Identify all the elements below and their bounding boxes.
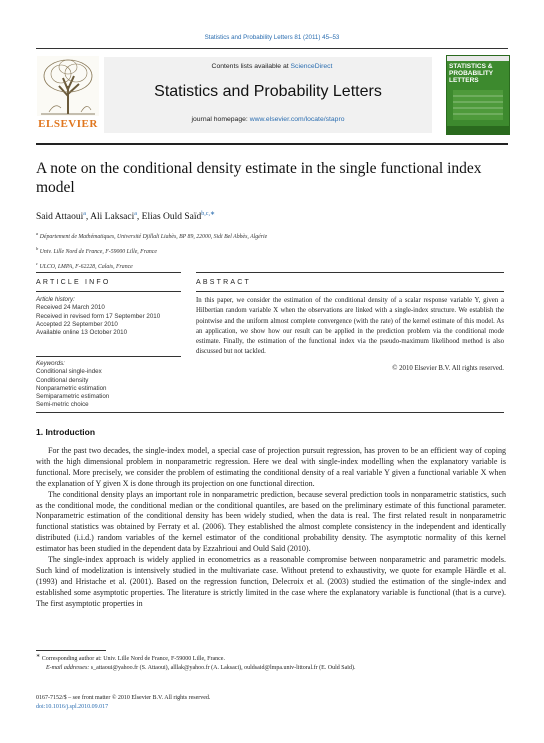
keywords-label: Keywords: [36,360,65,367]
affiliation-item [36,243,267,258]
bottom-metadata [36,694,336,711]
affiliation-text: Univ. Lille Nord de France, F-59000 Lille, France [39,248,157,255]
keywords-rule [36,356,181,357]
footnote-mark: ∗ [36,654,41,659]
introduction-body [36,446,506,610]
intro-paragraph: For the past two decades, the single-index model, a special case of projection pursuit regression, has proven to be an efficient way of coping with the high dimensional problem in nonparametric regression. Here we deal with single-index modelling when the explanatory variable is functional. More precisely, we consider the problem of estimating the conditional density of a real variable Y given a functional variable X when the explanation of Y given X is done through its projection on one functional direction. [36,446,506,488]
article-title: A note on the conditional density estimate in the single functional index model [36,160,482,196]
affiliation-list [36,228,267,273]
keyword-item: Nonparametric estimation [36,384,107,392]
article-info-top-rule [36,272,181,273]
author-affil-mark[interactable]: a [83,211,86,217]
journal-homepage [104,116,432,123]
homepage-prefix: journal homepage: [191,116,250,123]
affiliation-item [36,258,267,273]
email-label: E-mail addresses: [46,664,90,671]
journal-reference[interactable]: Statistics and Probability Letters 81 (2011) 45–53 [204,34,340,41]
abstract-top-rule [196,272,504,273]
abstract-copyright: © 2010 Elsevier B.V. All rights reserved. [392,365,504,372]
author-name: Said Attaoui [36,212,84,223]
cover-title: STATISTICS & PROBABILITY LETTERS [449,63,493,84]
keyword-item: Conditional density [36,376,89,384]
history-item: Received in revised form 17 September 2010 [36,312,161,320]
article-history [36,296,181,337]
top-divider [36,48,508,49]
affiliation-mark: a [36,231,39,236]
article-info-bottom-rule [36,291,181,292]
masthead-divider [36,143,508,145]
abstract-heading: ABSTRACT [196,279,251,286]
intro-paragraph: The conditional density plays an important role in nonparametric prediction, because several prediction tools in nonparametric statistics, such as the conditional mode, the conditional median or the conditional quantiles, are based on the preliminary estimate of this functional parameter. Nonparametric estimation of the conditional density has been widely studied, when the data is real. The first related result in nonparametric functional statistics was obtained by Ferraty et al. (2006). They established the almost complete consistency in the independent and identically distributed (i.i.d.) random variables of the kernel estimator of the conditional probability density. The asymptotic normality of this kernel estimator has been studied in the dependent data by Ezzahrioui and Ould Saïd (2010). [36,489,506,554]
affiliation-mark: c [36,260,38,266]
footnote-line [36,653,506,664]
history-item: Available online 13 October 2010 [36,329,128,337]
intro-paragraph: The single-index approach is widely applied in econometrics as a reasonable compromise between nonparametric and parametric models. Such kind of modelization is intensively studied in the multivariate case. Without pretend to exhaustivity, we quote for example Härdle et al. (1993) and Hristache et al. (2001). Based on the regression function, Delecroix et al. (2003) studied the estimation of the single-index and established some asymptotic properties. The literature is strictly limited in the case where the explanatory variable is functional (that is a curve). The first asymptotic properties in [36,555,506,608]
footnote-text: Corresponding author at: Univ. Lille Nord de France, F-59000 Lille, France. [41,656,225,662]
author-affil-mark[interactable]: a [134,211,137,217]
abstract-text: In this paper, we consider the estimation of the conditional density of a scalar response variable Y, given a Hilbertian random variable X when the observations are linked with a single-index structure. We establish the pointwise and the uniform almost complete convergence (with the rate) of the kernel estimate of this model. As an application, we show how our result can be applied in the prediction problem via the conditional mode estimate. Finally, the estimation of the functional index via the pseudo-maximum likelihood method is also discussed but not tackled. [196,297,504,356]
keyword-item: Semi-metric choice [36,401,89,409]
author-affil-mark[interactable]: b,c,∗ [201,211,215,217]
journal-title: Statistics and Probability Letters [154,83,382,100]
issn-line: 0167-7152/$ – see front matter © 2010 Elsevier B.V. All rights reserved. [36,695,211,701]
sciencedirect-link[interactable]: ScienceDirect [290,63,333,70]
affiliation-text: ULCO, LMPA, F-62228, Calais, France [39,263,133,270]
affiliation-item [36,228,267,243]
author-list: Said Attaoui$^a$, Ali Laksaci$^a$, Elias Ould Saïd$^{b,c,∗}$ [36,211,215,223]
doi-link[interactable]: doi:10.1016/j.spl.2010.09.017 [36,703,109,710]
email-addresses[interactable]: s_attaoui@yahoo.fr (S. Attaoui), alllak@yahoo.fr (A. Laksaci), ouldsaid@lmpa.univ-littoral.fr (E. Ould Saïd). [90,664,356,671]
author-name: Ali Laksaci [90,212,135,223]
contents-prefix: Contents lists available at [211,63,291,70]
affiliation-text: Département de Mathématiques, Université Djillali Liabès, BP 89, 22000, Sidi Bel Abbès, Algérie [39,233,268,240]
history-item: Received 24 March 2010 [36,304,105,312]
homepage-link[interactable]: www.elsevier.com/locate/stapro [249,116,345,123]
keywords [36,360,181,410]
history-item: Accepted 22 September 2010 [36,320,118,328]
corresponding-author-footnote [36,653,506,672]
affiliation-mark: b [36,245,39,251]
author-name: Elias Ould Saïd [141,212,202,223]
keyword-item: Semiparametric estimation [36,393,110,401]
keyword-item: Conditional single-index [36,368,102,376]
article-info-heading: ARTICLE INFO [36,279,111,286]
abstract-bottom-rule [196,291,504,292]
introduction-heading: 1. Introduction [36,427,96,437]
footnote-emails [36,664,506,673]
elsevier-wordmark: ELSEVIER [38,118,98,130]
history-label: Article history: [36,296,75,303]
footnote-rule [36,650,106,651]
abstract-end-rule [36,412,504,413]
